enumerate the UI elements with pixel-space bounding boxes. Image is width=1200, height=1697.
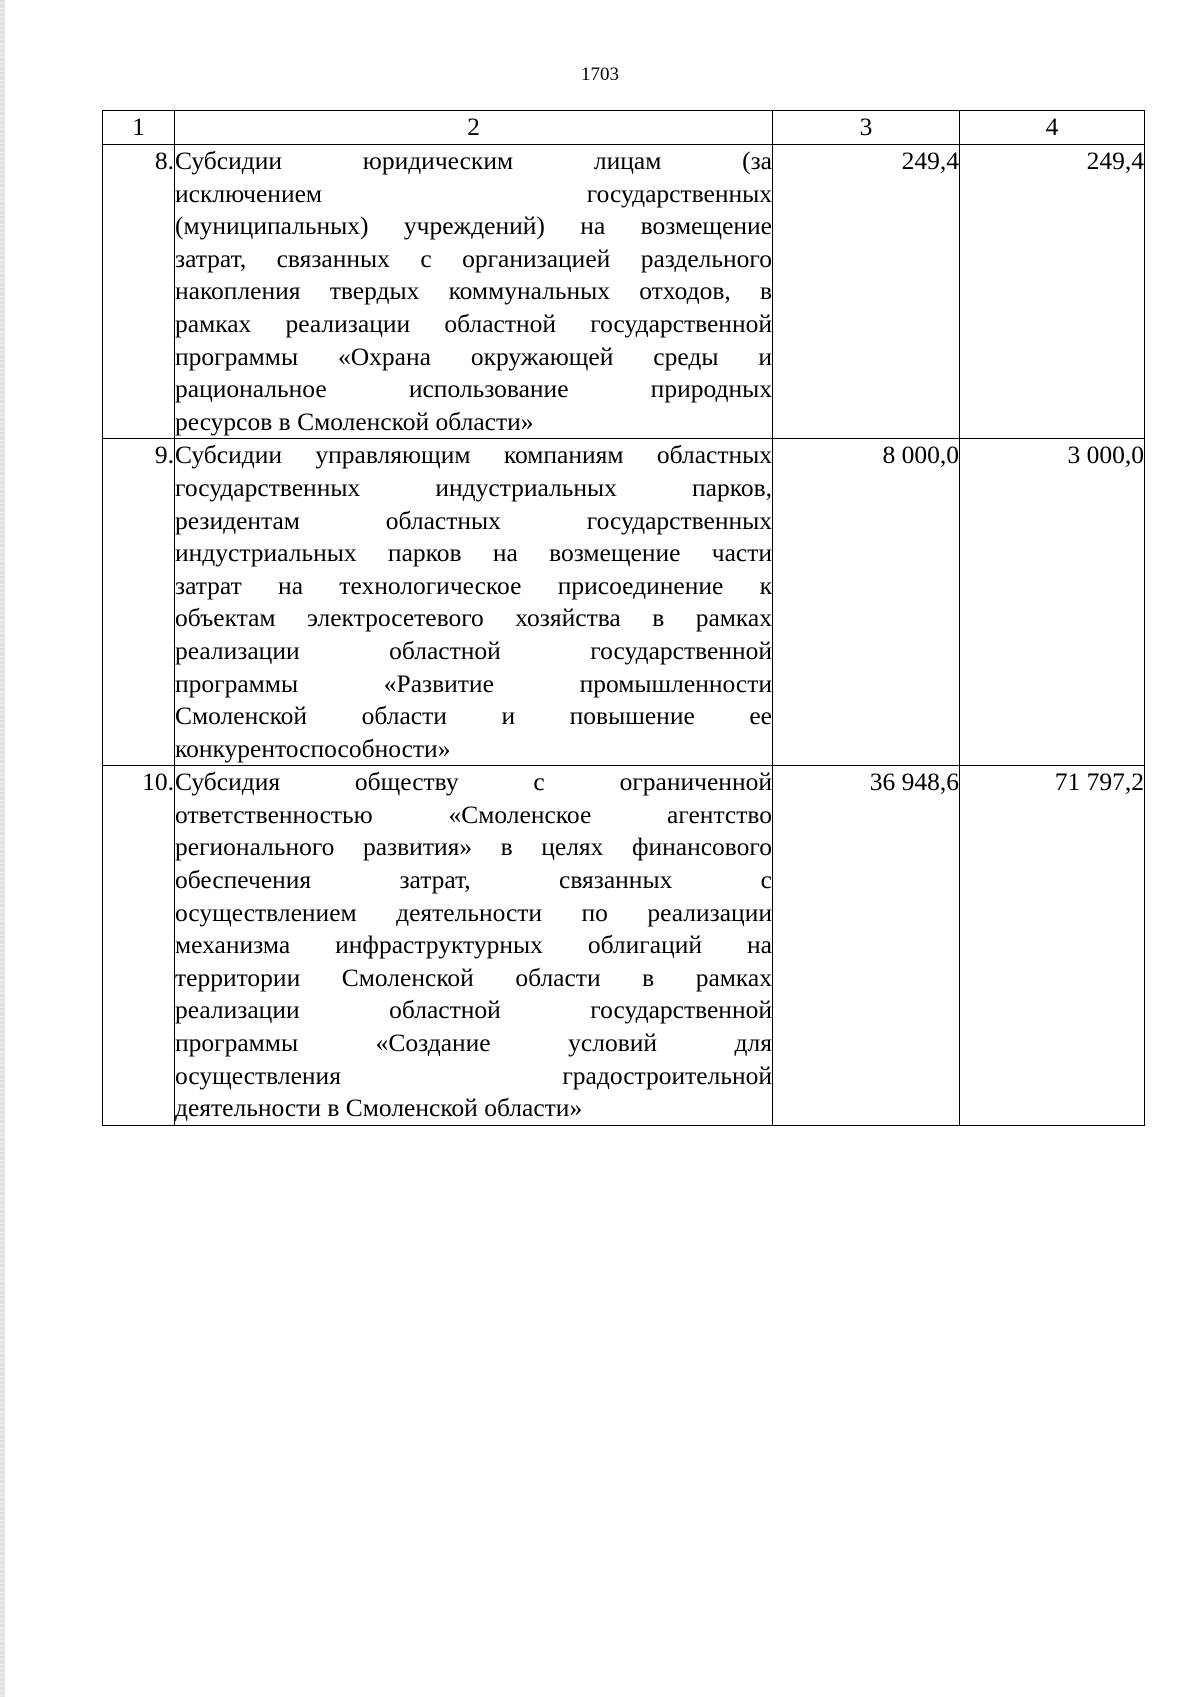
row-description [175,145,773,439]
page-number: 1703 [581,64,619,85]
description-line: регионального развития» в целях финансового [175,832,772,862]
description-line: деятельности в Смоленской области» [175,1093,583,1123]
description-line: затрат, связанных с организацией раздельного [175,243,772,273]
description-line: объектам электросетевого хозяйства в рамках [175,603,772,633]
row-number: 8. [103,145,175,439]
description-line: Смоленской области и повышение ее [175,701,772,731]
header-cell-3: 3 [773,111,960,145]
description-line: программы «Создание условий для [175,1028,772,1058]
description-line: Субсидии юридическим лицам (за [175,146,772,175]
scan-edge [0,0,5,1697]
description-line: ответственностью «Смоленское агентство [175,799,772,829]
description-line: индустриальных парков на возмещение части [175,538,772,568]
table-row [103,439,1145,766]
row-description [175,439,773,766]
header-cell-4: 4 [960,111,1145,145]
description-line: обеспечения затрат, связанных с [175,865,772,895]
header-cell-1: 1 [103,111,175,145]
amount-col4: 71 797,2 [960,766,1145,1126]
description-line: реализации областной государственной [175,995,772,1025]
amount-col3: 8 000,0 [773,439,960,766]
description-line: осуществления градостроительной [175,1060,772,1090]
subsidy-table [102,110,1145,1126]
description-line: государственных индустриальных парков, [175,472,772,502]
amount-col4: 3 000,0 [960,439,1145,766]
description-line: Субсидии управляющим компаниям областных [175,440,772,470]
description-line: осуществлением деятельности по реализации [175,897,772,927]
amount-col3: 36 948,6 [773,766,960,1126]
table-header-row [103,111,1145,145]
description-line: (муниципальных) учреждений) на возмещение [175,211,772,241]
description-line: программы «Охрана окружающей среды и [175,341,772,371]
amount-col3: 249,4 [773,145,960,439]
description-line: конкурентоспособности» [175,733,451,763]
description-line: программы «Развитие промышленности [175,668,772,698]
description-line: территории Смоленской области в рамках [175,962,772,992]
header-cell-2: 2 [175,111,773,145]
table-row [103,145,1145,439]
description-line: механизма инфраструктурных облигаций на [175,930,772,960]
description-line: исключением государственных [175,178,772,208]
row-number: 9. [103,439,175,766]
table-row [103,766,1145,1126]
description-line: рациональное использование природных [175,374,772,404]
amount-col4: 249,4 [960,145,1145,439]
row-description [175,766,773,1126]
description-line: рамках реализации областной государственной [175,308,772,338]
description-line: резидентам областных государственных [175,505,772,535]
description-line: ресурсов в Смоленской области» [175,406,534,436]
description-line: реализации областной государственной [175,635,772,665]
row-number: 10. [103,766,175,1126]
description-line: затрат на технологическое присоединение к [175,570,772,600]
description-line: Субсидия обществу с ограниченной [175,767,772,797]
description-line: накопления твердых коммунальных отходов, в [175,276,772,306]
